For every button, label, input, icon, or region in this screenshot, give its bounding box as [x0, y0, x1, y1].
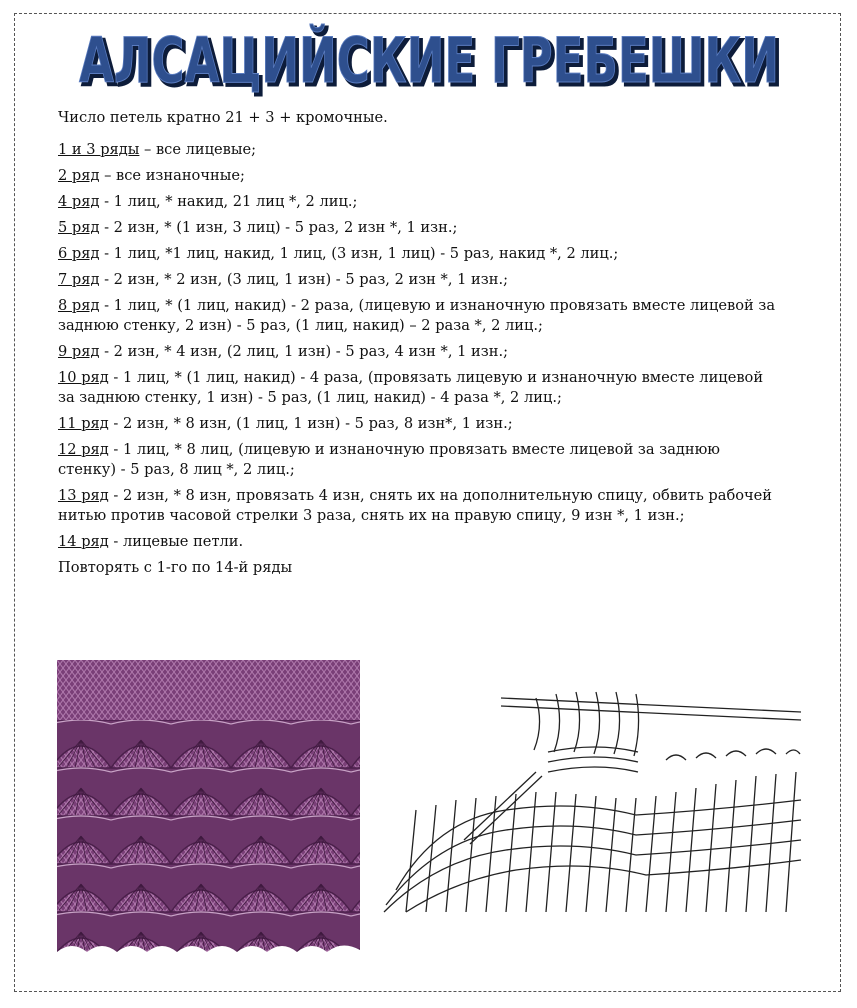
- row-instruction: [58, 270, 778, 290]
- title-text: АЛСАЦИЙСКИЕ ГРЕБЕШКИ: [79, 24, 779, 97]
- stitch-diagram: [376, 680, 806, 915]
- row-label: 14 ряд: [58, 533, 109, 550]
- row-text: - 1 лиц, * (1 лиц, накид) - 4 раза, (провязать лицевую и изнаночную вместе лицевой за заднюю стенку, 1 изн) - 5 раз, (1 лиц, накид) - 4 раза *, 2 лиц.;: [58, 369, 764, 406]
- row-label: 1 и 3 ряды: [58, 141, 140, 158]
- row-instruction: [58, 192, 778, 212]
- knit-mesh: [384, 772, 801, 912]
- knit-top-ribbing: [57, 660, 360, 720]
- title-shadow: АЛСАЦИЙСКИЕ ГРЕБЕШКИ: [82, 27, 782, 100]
- row-label: 9 ряд: [58, 343, 100, 360]
- row-text: - 1 лиц, *1 лиц, накид, 1 лиц, (3 изн, 1 лиц) - 5 раз, накид *, 2 лиц.;: [99, 245, 619, 262]
- row-text: – все лицевые;: [139, 141, 257, 158]
- row-instruction: [58, 244, 778, 264]
- row-text: – все изнаночные;: [99, 167, 245, 184]
- row-label: 11 ряд: [58, 415, 109, 432]
- row-text: - 2 изн, * 4 изн, (2 лиц, 1 изн) - 5 раз, 4 изн *, 1 изн.;: [99, 343, 509, 360]
- row-instruction: [58, 486, 778, 526]
- row-label: 10 ряд: [58, 369, 109, 386]
- row-text: - лицевые петли.: [108, 533, 244, 550]
- repeat-instruction: Повторять с 1-го по 14-й ряды: [58, 559, 293, 576]
- row-text: - 1 лиц, * (1 лиц, накид) - 2 раза, (лицевую и изнаночную провязать вместе лицевой за заднюю стенку, 2 изн) - 5 раз, (1 лиц, накид) – 2 раза *, 2 лиц.;: [58, 297, 776, 334]
- row-label: 13 ряд: [58, 487, 109, 504]
- row-label: 2 ряд: [58, 167, 100, 184]
- row-instruction: [58, 440, 778, 480]
- row-text: - 1 лиц, * накид, 21 лиц *, 2 лиц.;: [99, 193, 358, 210]
- row-text: - 2 изн, * 2 изн, (3 лиц, 1 изн) - 5 раз, 2 изн *, 1 изн.;: [99, 271, 509, 288]
- row-text: - 2 изн, * 8 изн, провязать 4 изн, снять их на дополнительную спицу, обвить рабочей нитью против часовой стрелки 3 раза, снять их на правую спицу, 9 изн *, 1 изн.;: [58, 487, 773, 524]
- row-instruction: [58, 296, 778, 336]
- row-label: 7 ряд: [58, 271, 100, 288]
- row-label: 12 ряд: [58, 441, 109, 458]
- row-instruction: [58, 532, 778, 552]
- rows-list: [58, 140, 778, 552]
- row-text: - 2 изн, * (1 изн, 3 лиц) - 5 раз, 2 изн *, 1 изн.;: [99, 219, 458, 236]
- row-text: - 1 лиц, * 8 лиц, (лицевую и изнаночную провязать вместе лицевой за заднюю стенку) - 5 раз, 8 лиц *, 2 лиц.;: [58, 441, 721, 478]
- right-needle: [501, 698, 801, 720]
- row-instruction: [58, 414, 778, 434]
- row-instruction: [58, 166, 778, 186]
- row-label: 6 ряд: [58, 245, 100, 262]
- row-instruction: [58, 342, 778, 362]
- row-label: 4 ряд: [58, 193, 100, 210]
- row-instruction: [58, 140, 778, 160]
- row-text: - 2 изн, * 8 изн, (1 лиц, 1 изн) - 5 раз, 8 изн*, 1 изн.;: [108, 415, 513, 432]
- row-instruction: [58, 368, 778, 408]
- loops: [534, 692, 800, 772]
- row-label: 5 ряд: [58, 219, 100, 236]
- row-instruction: [58, 218, 778, 238]
- pattern-instructions: [58, 108, 778, 593]
- page-title: [0, 22, 857, 102]
- row-label: 8 ряд: [58, 297, 100, 314]
- stitch-count-text: Число петель кратно 21 + 3 + кромочные.: [58, 109, 388, 126]
- knitted-sample-photo: [57, 660, 360, 975]
